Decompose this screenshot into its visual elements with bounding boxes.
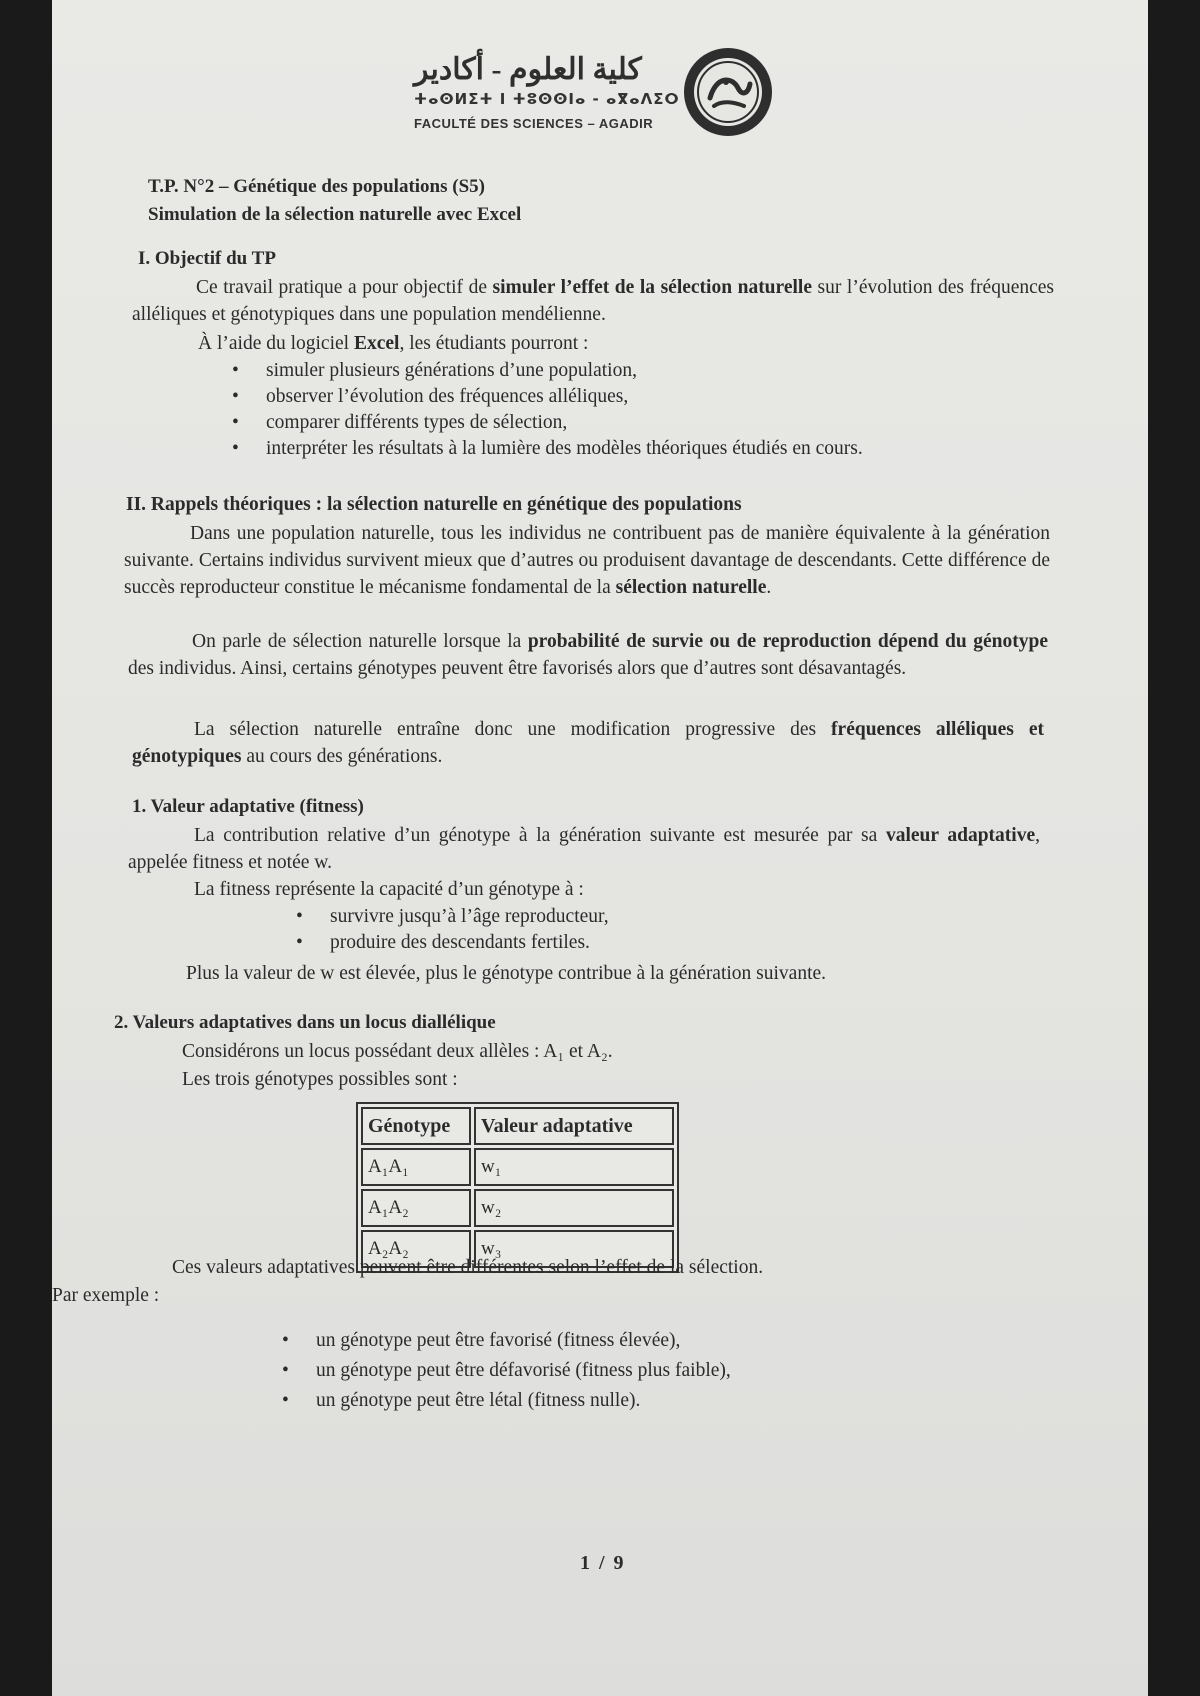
table-cell: A₁A₁ [361, 1148, 471, 1186]
paragraph: La fitness représente la capacité d’un génotype à : [194, 879, 584, 900]
list-item: • un génotype peut être létal (fitness nulle). [282, 1386, 731, 1416]
list-item: • comparer différents types de sélection, [232, 410, 863, 436]
paragraph: Ce travail pratique a pour objectif de simuler l’effet de la sélection naturelle sur l’évolution des fréquences alléliques et génotypiques dans une population mendélienne. [132, 277, 1055, 325]
paragraph: La sélection naturelle entraîne donc une modification progressive des fréquences alléliques et génotypiques au cours des générations. [132, 719, 1045, 767]
fitness-examples-list [282, 1326, 731, 1416]
table-cell: w₂ [474, 1189, 674, 1227]
paragraph: La contribution relative d’un génotype à la génération suivante est mesurée par sa valeur adaptative, appelée fitness et notée w. [128, 825, 1040, 873]
paragraph: Les trois génotypes possibles sont : [182, 1069, 458, 1090]
table-header-cell: Valeur adaptative [474, 1107, 674, 1145]
paragraph: On parle de sélection naturelle lorsque la probabilité de survie ou de reproduction dépend du génotype des individus. Ainsi, certains génotypes peuvent être favorisés alors que d’autres sont désavantagés. [128, 631, 1048, 679]
faculty-name-tifinagh: ⵜⴰⵙⵍⵉⵜ ⵏ ⵜⵓⵙⵙⵏⴰ - ⴰⴳⴰⴷⵉⵔ [414, 90, 680, 108]
list-item: • produire des descendants fertiles. [296, 930, 609, 956]
table-header-cell: Génotype [361, 1107, 471, 1145]
document-page [52, 0, 1148, 1696]
table-cell: w₃ [474, 1230, 674, 1268]
list-item: • interpréter les résultats à la lumière des modèles théoriques étudiés en cours. [232, 436, 863, 462]
table-header-row [361, 1107, 674, 1145]
paragraph: À l’aide du logiciel Excel, les étudiants pourront : [198, 333, 589, 354]
objectives-list [232, 358, 863, 462]
document-subtitle: Simulation de la sélection naturelle avec Excel [148, 204, 522, 225]
paragraph: Plus la valeur de w est élevée, plus le génotype contribue à la génération suivante. [186, 963, 827, 984]
table-cell: A₂A₂ [361, 1230, 471, 1268]
faculty-name-arabic: كلية العلوم - أكادير [414, 53, 642, 86]
faculty-name-french: FACULTÉ DES SCIENCES – AGADIR [414, 116, 654, 131]
paragraph: Considérons un locus possédant deux allèles : A₁ et A₂. [182, 1041, 613, 1062]
list-item: • simuler plusieurs générations d’une population, [232, 358, 863, 384]
genotype-fitness-table [356, 1102, 679, 1273]
list-item: • un génotype peut être défavorisé (fitness plus faible), [282, 1356, 731, 1386]
table-cell: w₁ [474, 1148, 674, 1186]
section-heading-rappels: II. Rappels théoriques : la sélection naturelle en génétique des populations [126, 494, 742, 515]
list-item: • survivre jusqu’à l’âge reproducteur, [296, 904, 609, 930]
list-item: • observer l’évolution des fréquences alléliques, [232, 384, 863, 410]
paragraph: Par exemple : [52, 1285, 160, 1306]
section-heading-objectif: I. Objectif du TP [138, 248, 276, 269]
page-number: 1 / 9 [580, 1552, 626, 1574]
paragraph: Ces valeurs adaptatives peuvent être différentes selon l’effet de la sélection. [172, 1257, 764, 1278]
list-item: • un génotype peut être favorisé (fitness élevée), [282, 1326, 731, 1356]
table-row [361, 1189, 674, 1227]
subsection-heading-diallelic: 2. Valeurs adaptatives dans un locus diallélique [114, 1012, 496, 1033]
table-cell: A₁A₂ [361, 1189, 471, 1227]
subsection-heading-fitness: 1. Valeur adaptative (fitness) [132, 796, 364, 817]
table-row [361, 1148, 674, 1186]
fitness-capacity-list [296, 904, 609, 956]
paragraph: Dans une population naturelle, tous les individus ne contribuent pas de manière équivalente à la génération suivante. Certains individus survivent mieux que d’autres ou produisent davantage de descendants. Cette différence de succès reproducteur constitue le mécanisme fondamental de la sélection naturelle. [124, 523, 1050, 598]
university-seal-icon [682, 46, 774, 138]
document-title: T.P. N°2 – Génétique des populations (S5) [148, 176, 485, 197]
